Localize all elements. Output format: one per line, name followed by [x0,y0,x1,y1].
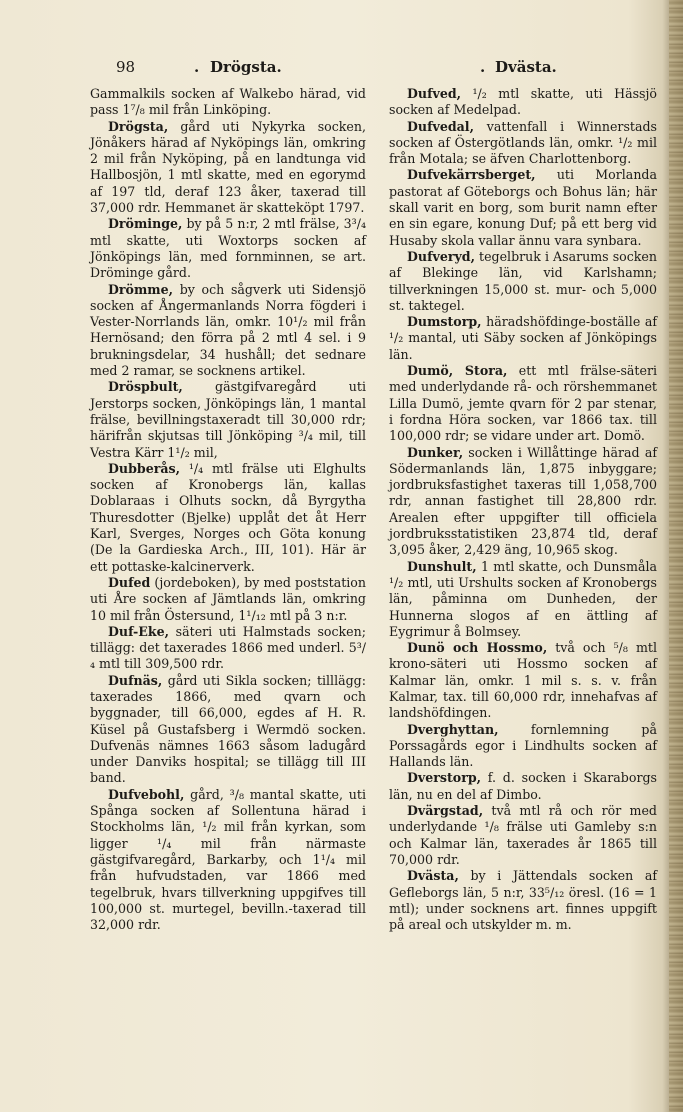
right-column [389,86,657,933]
entry-text: vattenfall i Winnerstads socken af Östergötlands län, omkr. ¹/₂ mil från Motala; se äfven Charlottenborg. [389,118,657,167]
entry-text: socken i Willåttinge härad af Södermanlands län, 1,875 inbyggare; jordbruksfastighet taxeras till 1,058,700 rdr, annan fastighet till 28,800 rdr. Arealen efter uppgifter till officiela jordbruksstatistiken 23,874 tld, deraf 3,095 åker, 2,429 äng, 10,965 skog. [389,444,657,558]
entry-headword: Drömme, [108,281,174,297]
entry-headword: Drögsta, [108,118,169,134]
entry-text: gård uti Nykyrka socken, Jönåkers härad af Nyköpings län, omkring 2 mil från Nyköping, på en landtunga vid Hallbosjön, 1 mtl skatte, med en egorymd af 197 tld, deraf 123 åker, taxerad till 37,000 rdr. Hemmanet är skatteköpt 1797. [90,118,366,216]
entry-headword: Dufed [108,574,151,590]
entry [389,167,657,248]
entry-text: gård uti Sikla socken; tilllägg: taxerades 1866, med qvarn och byggnader, till 66,000, egdes af H. R. Küsel på Gustafsberg i Wermdö socken. Dufvenäs nämnes 1663 såsom ladugård under Danviks hospital; se tillägg till III band. [90,672,366,786]
entry [389,868,657,933]
entry [90,282,366,380]
entry-text: två mtl rå och rör med underlydande ¹/₈ frälse uti Gamleby s:n och Kalmar län, taxerades år 1865 till 70,000 rdr. [389,803,657,867]
entry-headword: Duf-Eke, [108,623,169,639]
entry-text: uti Morlanda pastorat af Göteborgs och Bohus län; här skall varit en borg, som burit namn efter en sin egare, konung Duf; på ett berg vid Husaby skola vallar ännu vara synbara. [389,167,657,248]
entry [389,803,657,868]
entry-text: två och ⁵/₈ mtl krono-säteri uti Hossmo socken af Kalmar län, omkr. 1 mil s. s. v. från Kalmar, tax. till 60,000 rdr, innehafvas af landshöfdingen. [389,640,657,721]
entry [389,445,657,559]
header-left-word: Drögsta. [210,58,282,76]
page-edge [669,0,683,1112]
entry-headword: Dumö, Stora, [407,363,508,379]
entry-text: fornlemning på Porssagårds egor i Lindhults socken af Hallands län. [389,721,657,770]
entry-text: gård, ³/₈ mantal skatte, uti Spånga socken af Sollentuna härad i Stockholms län, ¹/₂ mil från kyrkan, som ligger ¹/₄ mil från närmaste gästgifvaregård, Barkarby, och 1¹/₄ mil från hufvudstaden, var 1866 med tegelbruk, hvars tillverkning uppgifves till 100,000 st. murtegel, bevilln.-taxerad till 32,000 rdr. [90,786,366,933]
entry-text: f. d. socken i Skaraborgs län, nu en del af Dimbo. [389,770,657,802]
entry-headword: Dröminge, [108,216,183,232]
entry-text: ¹/₄ mtl frälse uti Elghults socken af Kronobergs län, kallas Doblaraas i Olhuts sockn, då Byrgytha Thuresdotter (Bjelke) upplåt det åt Herr Karl, Sverges, Norges och Göta konung (De la Gardieska Arch., III, 101). Här är ett pottaske-kalcinerverk. [90,460,366,574]
header-right-dot: . [480,58,486,76]
entry-headword: Dunshult, [407,558,477,574]
header-right-word: Dvästa. [495,58,557,76]
entry-headword: Dvästa, [407,868,459,884]
entry-text: 1 mtl skatte, och Dunsmåla ¹/₂ mtl, uti Urshults socken af Kronobergs län, påminna om Dunheden, der Hunnerna slogos af en ättling af Eygrimur å Bolmsey. [389,558,657,639]
entry [389,363,657,444]
entry [90,787,366,934]
entry-headword: Dvärgstad, [407,803,484,819]
entry-text: (jordeboken), by med poststation uti Åre socken af Jämtlands län, omkring 10 mil från Östersund, 1¹/₁₂ mtl på 3 n:r. [90,574,366,623]
entry [389,722,657,771]
entry [90,119,366,217]
entry [389,314,657,363]
left-column [90,86,366,933]
running-header [90,58,660,80]
entry-text: gästgifvaregård uti Jerstorps socken, Jönköpings län, 1 mantal frälse, bevillningstaxeradt till 30,000 rdr; härifrån skjutsas till Jönköping ³/₄ mil, till Vestra Kärr 1¹/₂ mil, [90,379,366,460]
entry-headword: Dufved, [407,86,462,101]
entry [389,249,657,314]
entry [90,379,366,460]
entry [90,86,366,119]
entry [389,559,657,640]
entry [389,640,657,721]
entry [90,461,366,575]
entry [90,624,366,673]
entry-headword: Dverghyttan, [407,721,499,737]
entry [389,119,657,168]
entry-headword: Dröspbult, [108,379,183,395]
entry [90,673,366,787]
entry-text: by och sågverk uti Sidensjö socken af Ångermanlands Norra fögderi i Vester-Norrlands län, omkr. 10¹/₂ mil från Hernösand; den förra på 2 mtl 4 sel. i 9 brukningsdelar, 34 hushåll; det sednare med 2 ramar, se socknens artikel. [90,281,366,379]
entry-text: säteri uti Halmstads socken; tillägg: det taxerades 1866 med underl. 5³/₄ mtl till 309,500 rdr. [90,623,366,672]
entry-text: ett mtl frälse-säteri med underlydande rå- och rörshemmanet Lilla Dumö, jemte qvarn för 2 par stenar, i fordna Höra socken, var 1866 tax. till 100,000 rdr; se vidare under art. Domö. [389,363,657,444]
entry [90,216,366,281]
header-left-dot: . [194,58,200,76]
entry-text: by i Jättendals socken af Gefleborgs län, 5 n:r, 33⁵/₁₂ öresl. (16 = 1 mtl); under socknens art. finnes uppgift på areal och utskylder m. m. [389,868,657,933]
entry-headword: Dufnäs, [108,672,163,688]
entry [389,86,657,119]
entry-headword: Dunö och Hossmo, [407,640,548,656]
entry-text: Gammalkils socken af Walkebo härad, vid pass 1⁷/₈ mil från Linköping. [90,86,366,118]
entry-headword: Dufveryd, [407,248,475,264]
entry-headword: Dufvekärrsberget, [407,167,536,183]
entry-text: tegelbruk i Asarums socken af Blekinge län, vid Karlshamn; tillverkningen 15,000 st. mur- och 5,000 st. taktegel. [389,248,657,313]
entry-text: by på 5 n:r, 2 mtl frälse, 3³/₄ mtl skatte, uti Woxtorps socken af Jönköpings län, med fornminnen, se art. Dröminge gård. [90,216,366,281]
entry [389,770,657,803]
entry-headword: Dubberås, [108,460,180,476]
entry-headword: Dumstorp, [407,314,482,330]
entry [90,575,366,624]
page-number: 98 [116,58,136,76]
entry-text: häradshöfdinge-boställe af ¹/₂ mantal, uti Säby socken af Jönköpings län. [389,314,657,362]
entry-headword: Dverstorp, [407,770,482,786]
entry-headword: Dufvedal, [407,118,474,134]
entry-text: ¹/₂ mtl skatte, uti Hässjö socken af Medelpad. [389,86,657,118]
entry-headword: Dunker, [407,444,464,460]
entry-headword: Dufvebohl, [108,786,185,802]
